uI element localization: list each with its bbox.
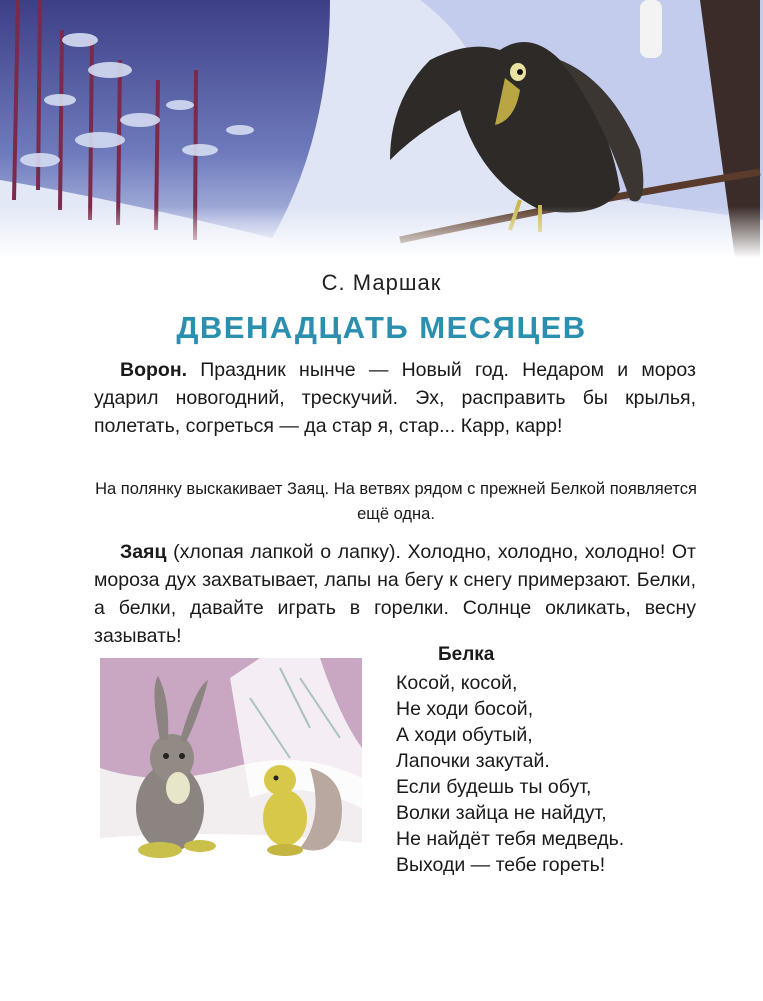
poem-line: Лапочки закутай.: [396, 750, 550, 772]
poem-line: Выходи — тебе гореть!: [396, 854, 606, 876]
poem-line: Косой, косой,: [396, 672, 518, 694]
dialogue-hare: [94, 538, 696, 650]
speaker-hare: Заяц: [120, 541, 167, 563]
hare-squirrel-illustration: [100, 658, 362, 884]
dialogue-raven: [94, 356, 696, 440]
poem-line: Не ходи босой,: [396, 698, 534, 720]
dialogue-raven-text: Праздник нынче — Новый год. Недаром и мороз ударил новогодний, трескучий. Эх, расправить бы крылья, полетать, согреться — да стар я, стар... Карр, карр!: [94, 359, 696, 437]
poem-line: Не найдёт тебя медведь.: [396, 828, 625, 850]
speaker-raven: Ворон.: [120, 359, 188, 381]
poem-lines: [396, 670, 716, 878]
author-name: С. Маршак: [321, 270, 442, 295]
play-title: ДВЕНАДЦАТЬ МЕСЯЦЕВ: [176, 310, 587, 345]
poem-line: А ходи обутый,: [396, 724, 533, 746]
winter-forest-raven-illustration: [0, 0, 763, 258]
poem-line: Если будешь ты обут,: [396, 776, 592, 798]
dialogue-hare-text: (хлопая лапкой о лапку). Холодно, холодно, холодно! От мороза дух захватывает, лапы на бегу к снегу примерзают. Белки, а белки, давайте играть в горелки. Солнце окликать, весну зазывать!: [94, 541, 696, 647]
poem-block: [396, 642, 716, 878]
poem-line: Волки зайца не найдут,: [396, 802, 607, 824]
stage-direction: На полянку выскакивает Заяц. На ветвях рядом с прежней Белкой появляется ещё одна.: [95, 480, 697, 523]
poem-title: Белка: [438, 644, 495, 665]
